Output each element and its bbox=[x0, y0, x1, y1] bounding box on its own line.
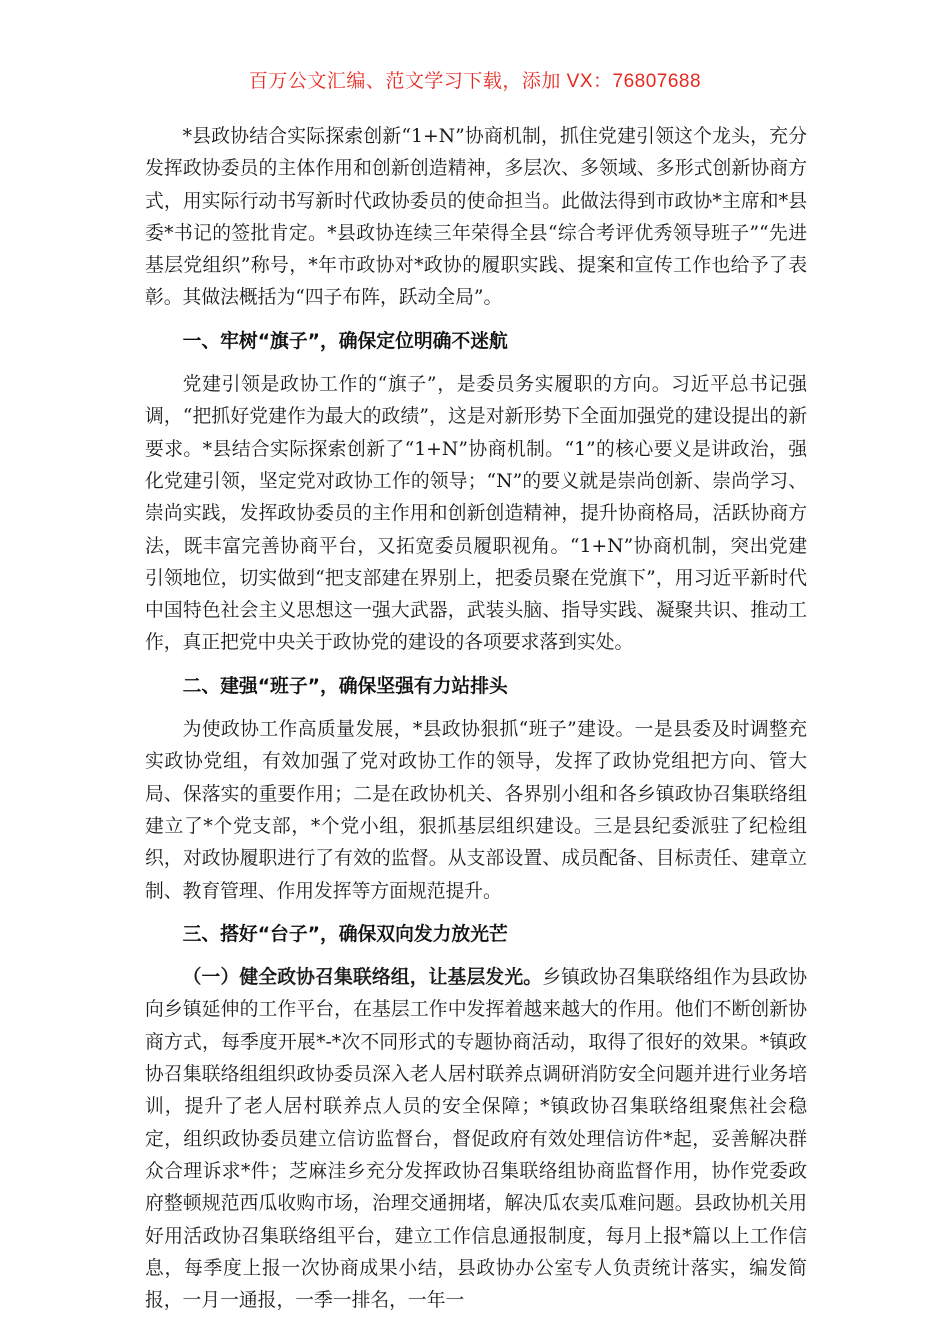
document-body bbox=[145, 121, 807, 1317]
section-3-text: 乡镇政协召集联络组作为县政协向乡镇延伸的工作平台，在基层工作中发挥着越来越大的作用。他们不断创新协商方式，每季度开展*-*次不同形式的专题协商活动，取得了很好的效果。*镇政协召集联络组组织政协委员深入老人居村联养点调研消防安全问题并进行业务培训，提升了老人居村联养点人员的安全保障；*镇政协召集联络组聚焦社会稳定，组织政协委员建立信访监督台，督促政府有效处理信访件*起，妥善解决群众合理诉求*件；芝麻洼乡充分发挥政协召集联络组协商监督作用，协作党委政府整顿规范西瓜收购市场，治理交通拥堵，解决瓜农卖瓜难问题。县政协机关用好用活政协召集联络组平台，建立工作信息通报制度，每月上报*篇以上工作信息，每季度上报一次协商成果小结，县政协办公室专人负责统计落实，编发简报，一月一通报，一季一排名，一年一 bbox=[145, 967, 808, 1312]
section-2-heading: 二、建强“班子”，确保坚强有力站排头 bbox=[182, 675, 508, 697]
section-3-subheading: （一）健全政协召集联络组，让基层发光。 bbox=[182, 967, 543, 989]
section-3-heading: 三、搭好“台子”，确保双向发力放光芒 bbox=[182, 923, 508, 945]
section-1-heading: 一、牢树“旗子”，确保定位明确不迷航 bbox=[182, 330, 508, 352]
section-3-paragraph bbox=[145, 962, 807, 1317]
section-1-paragraph: 党建引领是政协工作的“旗子”，是委员务实履职的方向。习近平总书记强调，“把抓好党建作为最大的政绩”，这是对新形势下全面加强党的建设提出的新要求。*县结合实际探索创新了“1+N”协商机制。“1”的核心要义是讲政治，强化党建引领，坚定党对政协工作的领导；“N”的要义就是崇尚创新、崇尚学习、崇尚实践，发挥政协委员的主作用和创新创造精神，提升协商格局，活跃协商方法，既丰富完善协商平台，又拓宽委员履职视角。“1+N”协商机制，突出党建引领地位，切实做到“把支部建在界别上，把委员聚在党旗下”，用习近平新时代中国特色社会主义思想这一强大武器，武装头脑、指导实践、凝聚共识、推动工作，真正把党中央关于政协党的建设的各项要求落到实处。 bbox=[145, 374, 807, 654]
watermark-header: 百万公文汇编、范文学习下载，添加 VX：76807688 bbox=[248, 71, 702, 92]
intro-paragraph: *县政协结合实际探索创新“1+N”协商机制，抓住党建引领这个龙头，充分发挥政协委员的主体作用和创新创造精神，多层次、多领域、多形式创新协商方式，用实际行动书写新时代政协委员的使命担当。此做法得到市政协*主席和*县委*书记的签批肯定。*县政协连续三年荣得全县“综合考评优秀领导班子”“先进基层党组织”称号，*年市政协对*政协的履职实践、提案和宣传工作也给予了表彰。其做法概括为“四子布阵，跃动全局”。 bbox=[145, 126, 807, 309]
section-2-paragraph: 为使政协工作高质量发展，*县政协狠抓“班子”建设。一是县委及时调整充实政协党组，有效加强了党对政协工作的领导，发挥了政协党组把方向、管大局、保落实的重要作用；二是在政协机关、各界别小组和各乡镇政协召集联络组建立了*个党支部，*个党小组，狠抓基层组织建设。三是县纪委派驻了纪检组织，对政协履职进行了有效的监督。从支部设置、成员配备、目标责任、建章立制、教育管理、作用发挥等方面规范提升。 bbox=[145, 719, 807, 902]
